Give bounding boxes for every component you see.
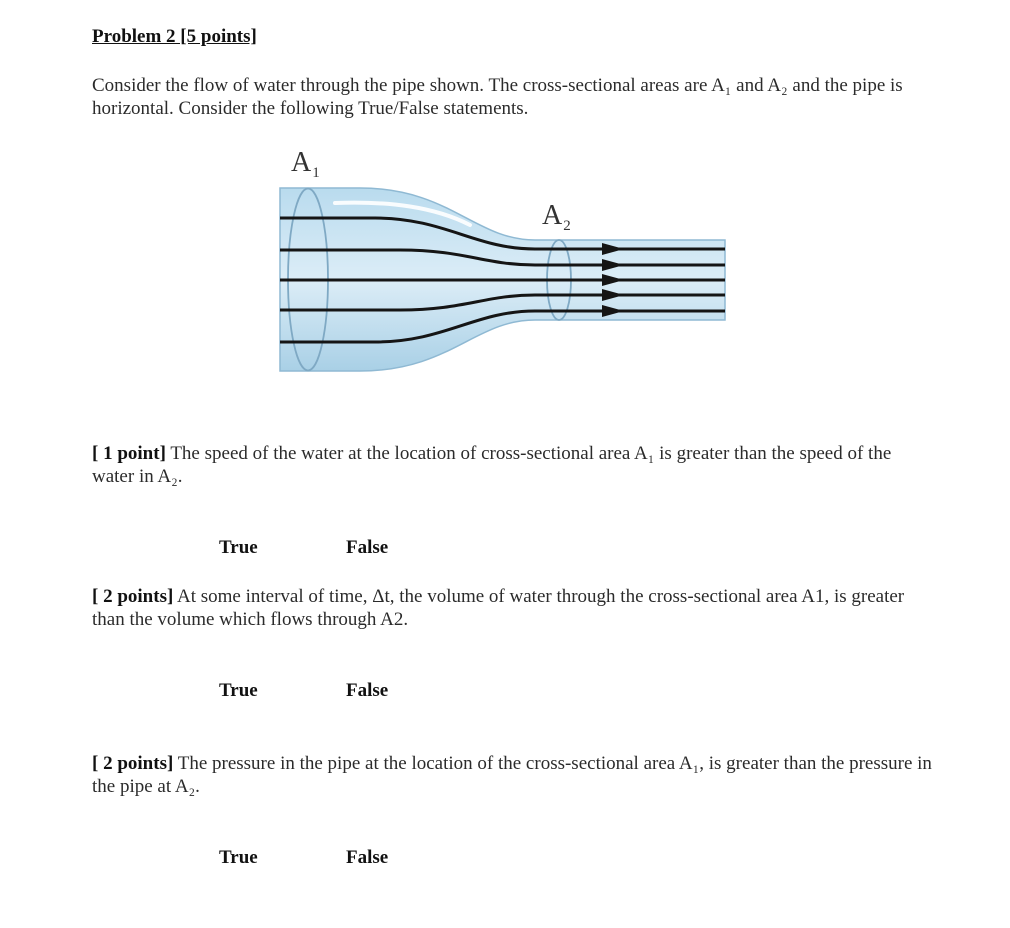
question-3-true-option[interactable]: True bbox=[219, 847, 258, 868]
question-1 bbox=[92, 442, 932, 488]
pipe-flow-illustration bbox=[270, 145, 740, 390]
pipe-flow-diagram bbox=[270, 145, 740, 390]
question-3-text: The pressure in the pipe at the location of the cross-sectional area A₁, is greater than the pressure in the pipe at A₂. bbox=[92, 753, 932, 797]
problem-intro: Consider the flow of water through the pipe shown. The cross-sectional areas are A₁ and A₂ and the pipe is horizontal. Consider the following True/False statements. bbox=[92, 75, 903, 119]
question-2 bbox=[92, 585, 932, 631]
question-3-false-option[interactable]: False bbox=[346, 847, 389, 868]
question-2-points: [ 2 points] bbox=[92, 586, 174, 607]
question-1-true-option[interactable]: True bbox=[219, 537, 258, 558]
question-1-text: The speed of the water at the location of cross-sectional area A₁ is greater than the speed of the water in A₂. bbox=[92, 443, 892, 487]
question-2-text: At some interval of time, Δt, the volume of water through the cross-sectional area A1, is greater than the volume which flows through A2. bbox=[92, 586, 905, 630]
question-3-points: [ 2 points] bbox=[92, 753, 174, 774]
question-2-false-option[interactable]: False bbox=[346, 680, 389, 701]
question-1-false-option[interactable]: False bbox=[346, 537, 389, 558]
label-a2: $A_2$ bbox=[542, 200, 571, 234]
problem-heading: Problem 2 [5 points] bbox=[92, 26, 257, 47]
label-a1: $A_1$ bbox=[291, 147, 320, 181]
question-1-points: [ 1 point] bbox=[92, 443, 166, 464]
question-3 bbox=[92, 752, 932, 798]
question-2-true-option[interactable]: True bbox=[219, 680, 258, 701]
